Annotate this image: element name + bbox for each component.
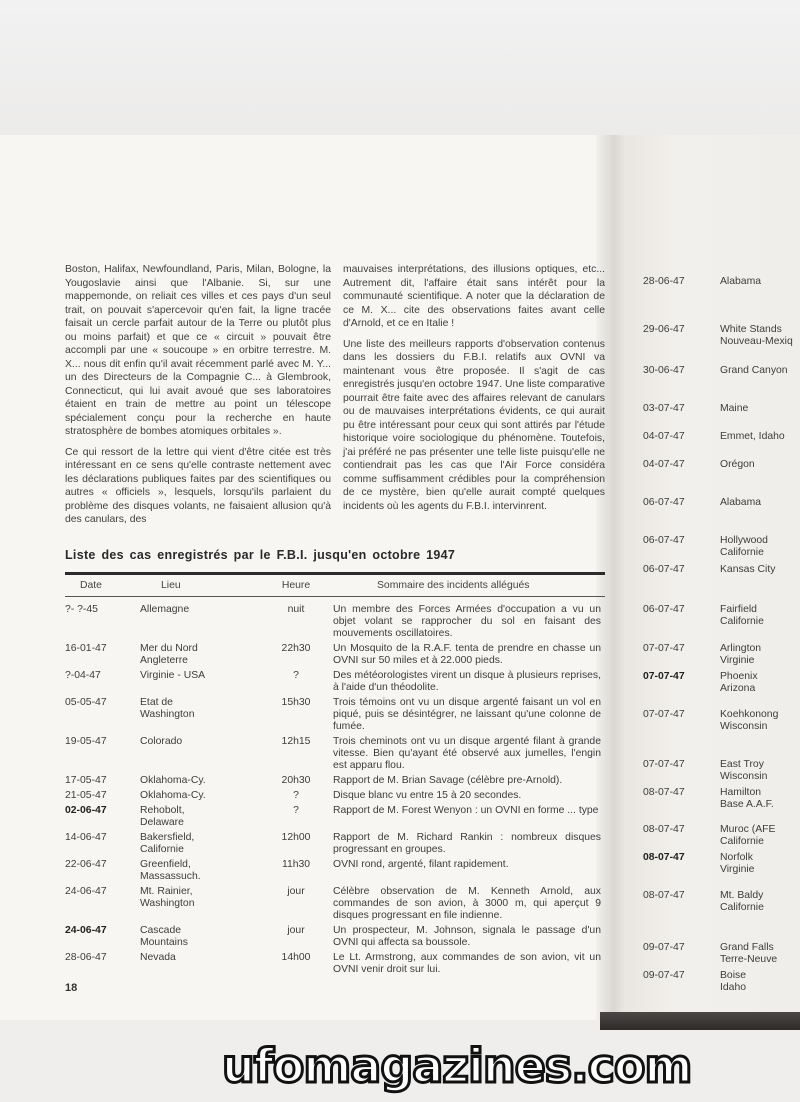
date-cell: 06-07-47 [643, 535, 685, 546]
lieu-cell: Grand Canyon [720, 365, 788, 376]
table-row [65, 790, 605, 802]
lieu-cell: Cascade Mountains [140, 924, 188, 948]
date-cell: 04-07-47 [643, 459, 685, 470]
scan-background [0, 0, 800, 135]
lieu-cell: Alabama [720, 276, 762, 287]
table-row [65, 886, 605, 922]
lieu-cell: Colorado [140, 735, 183, 747]
table-row [65, 925, 605, 949]
header-lieu: Lieu [161, 579, 181, 591]
text-columns [65, 263, 605, 534]
sommaire-cell: Des météorologistes virent un disque à plusieurs reprises, à l'aide d'un théodolite. [333, 669, 601, 693]
date-cell: 05-05-47 [65, 696, 107, 708]
date-cell: 08-07-47 [643, 852, 685, 863]
lieu-cell: Greenfield, Massassuch. [140, 858, 201, 882]
date-cell: 17-05-47 [65, 774, 107, 786]
right-page [624, 135, 800, 1020]
heure-cell: 20h30 [281, 774, 311, 786]
date-cell: 28-06-47 [643, 276, 685, 287]
sommaire-cell: Rapport de M. Richard Rankin : nombreux disques progressant en groupes. [333, 831, 601, 855]
lieu-cell: Nevada [140, 951, 176, 963]
heure-cell: 22h30 [281, 642, 311, 654]
page-number: 18 [65, 981, 78, 994]
sommaire-cell: Disque blanc vu entre 15 à 20 secondes. [333, 789, 522, 801]
lieu-cell: Arlington Virginie [720, 643, 762, 666]
date-cell: 08-07-47 [643, 890, 685, 901]
table-row [65, 643, 605, 667]
lieu-cell: Hollywood Californie [720, 535, 768, 558]
paragraph: Ce qui ressort de la lettre qui vient d'être citée est très intéressant en ce sens qu'elle contraste nettement avec les déclarations publiques faites par des scientifiques ou autres « officiels », lesquels, lorsqu'ils parlaient du problème des disques volants, ne faisaient allusion qu'à des canulars, des [65, 446, 331, 525]
lieu-cell: Boise Idaho [720, 970, 747, 993]
lieu-cell: Muroc (AFE Californie [720, 824, 776, 847]
sommaire-cell: OVNI rond, argenté, filant rapidement. [333, 858, 509, 870]
heure-cell: ? [293, 669, 299, 681]
lieu-cell: Allemagne [140, 603, 190, 615]
lieu-cell: Phoenix Arizona [720, 671, 758, 694]
date-cell: 08-07-47 [643, 824, 685, 835]
heure-cell: jour [287, 924, 305, 936]
date-cell: 07-07-47 [643, 709, 685, 720]
lieu-cell: Rehobolt, Delaware [140, 804, 185, 828]
heure-cell: nuit [287, 603, 305, 615]
table-title: Liste des cas enregistrés par le F.B.I. jusqu'en octobre 1947 [65, 547, 456, 562]
date-cell: 06-07-47 [643, 604, 685, 615]
table-row [65, 805, 605, 829]
heure-cell: jour [287, 885, 305, 897]
lieu-cell: Emmet, Idaho [720, 431, 785, 442]
date-cell: 30-06-47 [643, 365, 685, 376]
heure-cell: ? [293, 789, 299, 801]
heure-cell: ? [293, 804, 299, 816]
table-row [65, 670, 605, 694]
date-cell: ?- ?-45 [65, 603, 98, 615]
date-cell: 14-06-47 [65, 831, 107, 843]
sommaire-cell: Trois cheminots ont vu un disque argenté filant à grande vitesse. Bien qu'ayant été observé aux jumelles, l'engin est apparu flou. [333, 735, 601, 771]
heure-cell: 15h30 [281, 696, 311, 708]
table-row [65, 775, 605, 787]
sommaire-cell: Rapport de M. Brian Savage (célèbre pre-Arnold). [333, 774, 563, 786]
lieu-cell: Oklahoma-Cy. [140, 789, 206, 801]
sommaire-cell: Un Mosquito de la R.A.F. tenta de prendre en chasse un OVNI sur 50 miles et à 22.000 pieds. [333, 642, 601, 666]
lieu-cell: Mt. Rainier, Washington [140, 885, 195, 909]
table-row [65, 736, 605, 772]
table-row [65, 604, 605, 640]
sommaire-cell: Célèbre observation de M. Kenneth Arnold, aux commandes de son avion, à 3000 m, qui aperçut 9 disques progressant en file indienne. [333, 885, 601, 921]
lieu-cell: Fairfield Californie [720, 604, 764, 627]
heure-cell: 14h00 [281, 951, 311, 963]
date-cell: 06-07-47 [643, 497, 685, 508]
heure-cell: 12h00 [281, 831, 311, 843]
lieu-cell: Norfolk Virginie [720, 852, 755, 875]
date-cell: 16-01-47 [65, 642, 107, 654]
lieu-cell: Alabama [720, 497, 762, 508]
date-cell: 24-06-47 [65, 924, 107, 936]
lieu-cell: Koehkonong Wisconsin [720, 709, 779, 732]
sommaire-cell: Un membre des Forces Armées d'occupation a vu un objet volant se rapprocher du sol en faisant des mouvements oscillatoires. [333, 603, 601, 639]
date-cell: 09-07-47 [643, 970, 685, 981]
date-cell: ?-04-47 [65, 669, 101, 681]
date-cell: 07-07-47 [643, 759, 685, 770]
watermark: ufomagazines.com [222, 1039, 692, 1093]
lieu-cell: White Stands Nouveau-Mexiq [720, 324, 793, 347]
lieu-cell: Grand Falls Terre-Neuve [720, 942, 778, 965]
table-body [65, 597, 605, 976]
lieu-cell: Virginie - USA [140, 669, 206, 681]
date-cell: 08-07-47 [643, 787, 685, 798]
table-row [65, 859, 605, 883]
date-cell: 21-05-47 [65, 789, 107, 801]
sommaire-cell: Le Lt. Armstrong, aux commandes de son avion, vit un OVNI venir droit sur lui. [333, 951, 601, 975]
paragraph: Boston, Halifax, Newfoundland, Paris, Milan, Bologne, la Yougoslavie ainsi que l'Albanie. Si, sur une mappemonde, on reliait ces villes et ces pays d'un seul trait, on pouvait s'apercevoir qu'en fait, la ligne tracée faisait un cercle parfait autour de la Terre ou plutôt plus ou moins parfait) et que ce « circuit » pouvait être accompli par une « soucoupe » en orbitre terrestre. M. X... nous dit enfin qu'il avait récemment parlé avec M. Y... un des Directeurs de la Compagnie C... à Glembrook, Connecticut, qui lui avait avoué que ses laboratoires étaient en train de mettre au point un télescope spécialement conçu pour la recherche en haute stratosphère de bombes atomiques orbitales ». [65, 264, 331, 437]
left-page-content [65, 263, 605, 994]
table-header [65, 575, 605, 597]
lieu-cell: Bakersfield, Californie [140, 831, 195, 855]
header-sommaire: Sommaire des incidents allégués [377, 579, 530, 591]
date-cell: 07-07-47 [643, 671, 685, 682]
date-cell: 03-07-47 [643, 403, 685, 414]
lieu-cell: Mt. Baldy Californie [720, 890, 764, 913]
date-cell: 24-06-47 [65, 885, 107, 897]
lieu-cell: Maine [720, 403, 749, 414]
heure-cell: 11h30 [281, 858, 311, 870]
sommaire-cell: Un prospecteur, M. Johnson, signala le passage d'un OVNI qui affecta sa boussole. [333, 924, 601, 948]
date-cell: 02-06-47 [65, 804, 107, 816]
date-cell: 09-07-47 [643, 942, 685, 953]
date-cell: 06-07-47 [643, 564, 685, 575]
text-column-1 [65, 263, 331, 534]
lieu-cell: Mer du Nord Angleterre [140, 642, 198, 666]
sommaire-cell: Rapport de M. Forest Wenyon : un OVNI en forme ... type [333, 804, 599, 816]
heure-cell: 12h15 [281, 735, 311, 747]
paragraph: mauvaises interprétations, des illusions optiques, etc... Autrement dit, l'affaire était sans intérêt pour la communauté scientifique. A noter que la déclaration de ce M. X... cite des observations faites avant celle d'Arnold, et ce en Italie ! [343, 264, 605, 329]
sommaire-cell: Trois témoins ont vu un disque argenté faisant un vol en piqué, puis se désintégrer, ne laissant qu'une colonne de fumée. [333, 696, 601, 732]
lieu-cell: Oklahoma-Cy. [140, 774, 206, 786]
date-cell: 19-05-47 [65, 735, 107, 747]
lieu-cell: Hamilton Base A.A.F. [720, 787, 774, 810]
book-cover-edge [600, 1012, 800, 1030]
header-heure: Heure [281, 579, 311, 591]
lieu-cell: Kansas City [720, 564, 776, 575]
lieu-cell: Orégon [720, 459, 755, 470]
text-column-2 [343, 263, 605, 534]
paragraph: Une liste des meilleurs rapports d'observation contenus dans les dossiers du F.B.I. relatifs aux OVNI va maintenant vous être proposée. Il s'agit de cas enregistrés jusqu'en octobre 1947. Une liste comparative pourrait être faite avec des affaires relevant de canulars ou de mauvaises interprétations évidents, ce qui aurait pu être intéressant pour ceux qui sont attirés par l'étude historique voire sociologique du phénomène. Toutefois, j'ai préféré ne pas présenter une telle liste puisqu'elle ne contiendrait pas les cas que l'Air Force considéra comme suffisamment crédibles pour la compréhension de ce mystère, bien qu'elle aurait compté quelques incidents où les agents du F.B.I. intervinrent. [343, 338, 605, 512]
date-cell: 07-07-47 [643, 643, 685, 654]
table-row [65, 697, 605, 733]
date-cell: 28-06-47 [65, 951, 107, 963]
lieu-cell: Etat de Washington [140, 696, 195, 720]
header-date: Date [80, 579, 102, 591]
lieu-cell: East Troy Wisconsin [720, 759, 768, 782]
date-cell: 04-07-47 [643, 431, 685, 442]
date-cell: 22-06-47 [65, 858, 107, 870]
table-row [65, 952, 605, 976]
table-row [65, 832, 605, 856]
date-cell: 29-06-47 [643, 324, 685, 335]
